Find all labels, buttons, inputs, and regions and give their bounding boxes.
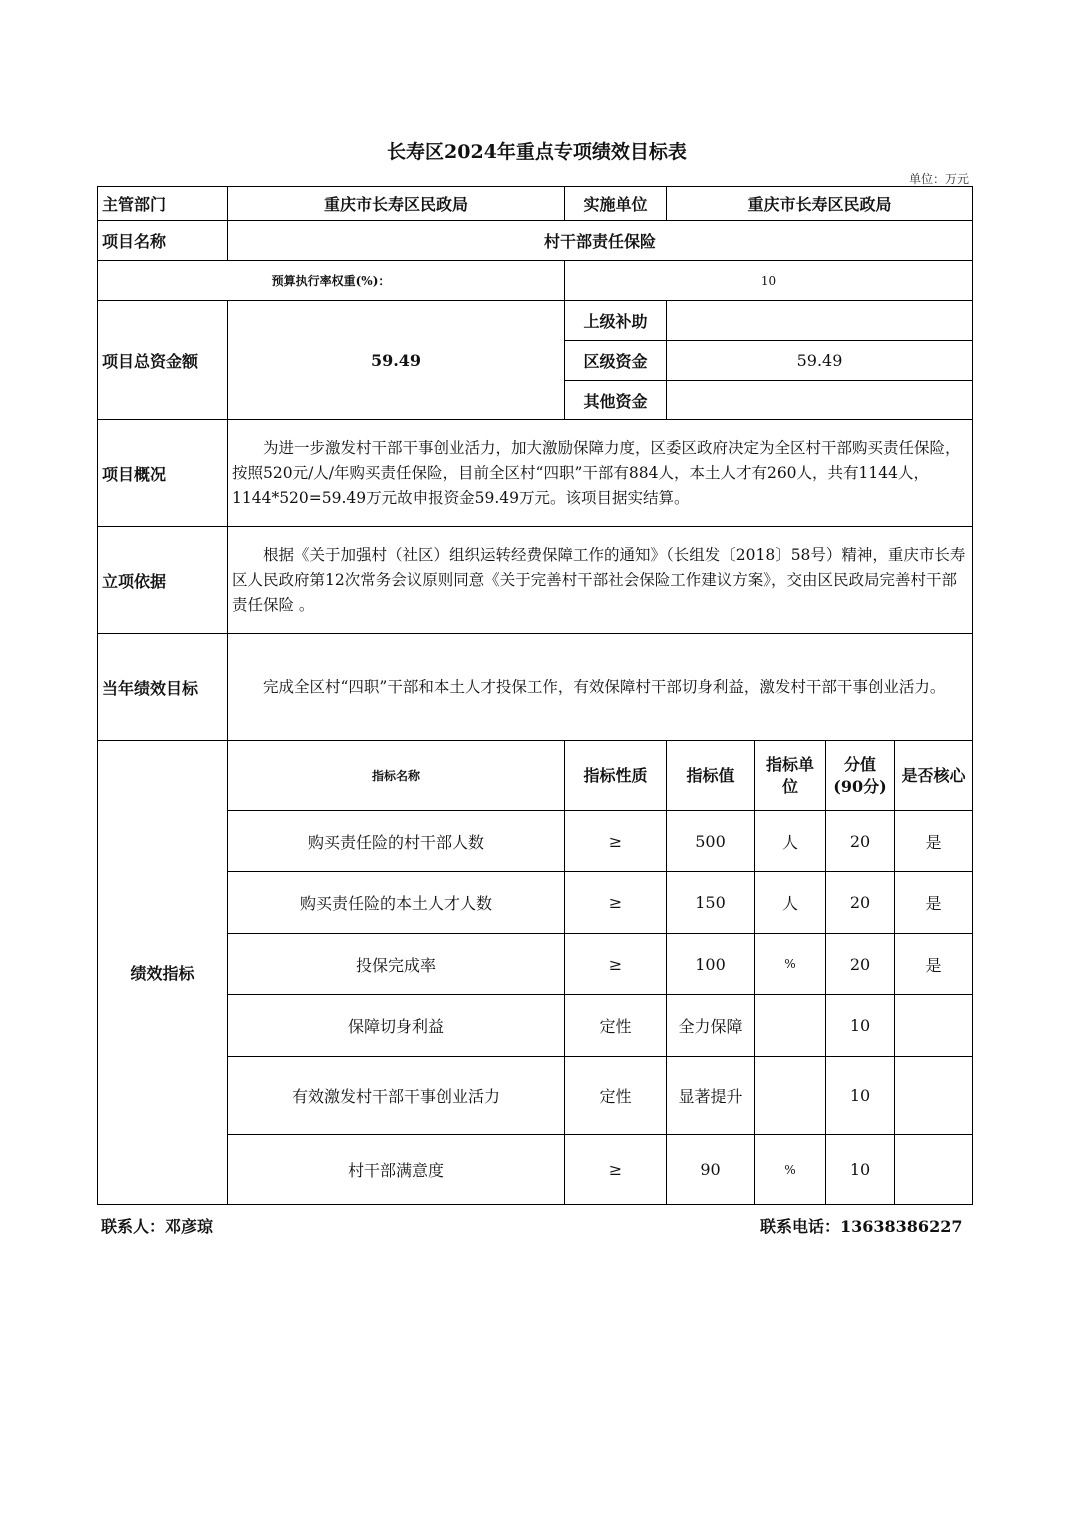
overview-text: 为进一步激发村干部干事创业活力，加大激励保障力度，区委区政府决定为全区村干部购买责任保险，按照520元/人/年购买责任保险，目前全区村“四职”干部有884人，本土人才有260人，共有1144人，1144*520=59.49万元故申报资金59.49万元。该项目据实结算。 [228,420,973,527]
indicator-nature: ≥ [565,811,667,872]
indicator-value: 150 [667,872,755,934]
budget-weight-value: 10 [565,261,973,301]
budget-weight-label: 预算执行率权重(%)： [98,261,565,301]
indicator-name: 村干部满意度 [228,1135,565,1205]
indicator-core: 是 [895,811,973,872]
indicator-value: 90 [667,1135,755,1205]
indicator-value: 全力保障 [667,995,755,1057]
indicator-unit [755,1057,826,1135]
basis-text: 根据《关于加强村（社区）组织运转经费保障工作的通知》（长组发〔2018〕58号）精神，重庆市长寿区人民政府第12次常务会议原则同意《关于完善村干部社会保险工作建议方案》，交由区民政局完善村干部责任保险 。 [228,527,973,634]
unit-label: 单位：万元 [908,172,969,186]
funds-source-value [667,381,973,420]
indicator-core: 是 [895,872,973,934]
indicator-name: 有效激发村干部干事创业活力 [228,1057,565,1135]
indicator-value: 500 [667,811,755,872]
dept-value: 重庆市长寿区民政局 [228,187,565,221]
indicator-score: 10 [826,1057,895,1135]
indicator-score: 10 [826,1135,895,1205]
indicators-label: 绩效指标 [98,741,228,1205]
indicator-header: 是否核心 [895,741,973,811]
overview-label: 项目概况 [98,420,228,527]
indicator-header: 指标值 [667,741,755,811]
goal-label: 当年绩效目标 [98,634,228,741]
funds-source-value: 59.49 [667,341,973,381]
page-title: 长寿区2024年重点专项绩效目标表 [387,141,687,163]
indicator-score: 10 [826,995,895,1057]
dept-label: 主管部门 [98,187,228,221]
indicator-header: 指标单位 [755,741,826,811]
funds-total: 59.49 [228,301,565,420]
table-row [98,995,973,1057]
impl-label: 实施单位 [565,187,667,221]
goal-text: 完成全区村“四职”干部和本土人才投保工作，有效保障村干部切身利益，激发村干部干事创业活力。 [228,634,973,741]
project-value: 村干部责任保险 [228,221,973,261]
indicator-nature: 定性 [565,995,667,1057]
indicator-name: 保障切身利益 [228,995,565,1057]
funds-source-label: 上级补助 [565,301,667,341]
indicator-nature: ≥ [565,934,667,995]
basis-label: 立项依据 [98,527,228,634]
indicator-header: 指标性质 [565,741,667,811]
indicator-core: 是 [895,934,973,995]
indicator-value: 显著提升 [667,1057,755,1135]
funds-label: 项目总资金额 [98,301,228,420]
funds-source-value [667,301,973,341]
indicator-score: 20 [826,811,895,872]
indicator-core [895,995,973,1057]
contact-person: 联系人：邓彦琼 [101,1217,214,1236]
indicator-unit: % [755,934,826,995]
indicator-header: 指标名称 [228,741,565,811]
indicator-unit: 人 [755,872,826,934]
indicator-core [895,1135,973,1205]
indicator-name: 投保完成率 [228,934,565,995]
indicator-nature: ≥ [565,1135,667,1205]
funds-source-label: 其他资金 [565,381,667,420]
indicator-name: 购买责任险的村干部人数 [228,811,565,872]
performance-table [97,186,973,1205]
table-row [98,1135,973,1205]
indicator-score: 20 [826,872,895,934]
indicator-unit [755,995,826,1057]
indicator-unit: % [755,1135,826,1205]
indicator-nature: ≥ [565,872,667,934]
indicator-value: 100 [667,934,755,995]
indicator-name: 购买责任险的本土人才人数 [228,872,565,934]
indicator-score: 20 [826,934,895,995]
table-row [98,872,973,934]
table-row [98,934,973,995]
indicator-header: 分值(90分) [826,741,895,811]
indicator-nature: 定性 [565,1057,667,1135]
indicator-core [895,1057,973,1135]
contact-phone: 联系电话：13638386227 [760,1217,963,1236]
indicator-unit: 人 [755,811,826,872]
table-row [98,1057,973,1135]
project-label: 项目名称 [98,221,228,261]
impl-value: 重庆市长寿区民政局 [667,187,973,221]
funds-source-label: 区级资金 [565,341,667,381]
table-row [98,811,973,872]
